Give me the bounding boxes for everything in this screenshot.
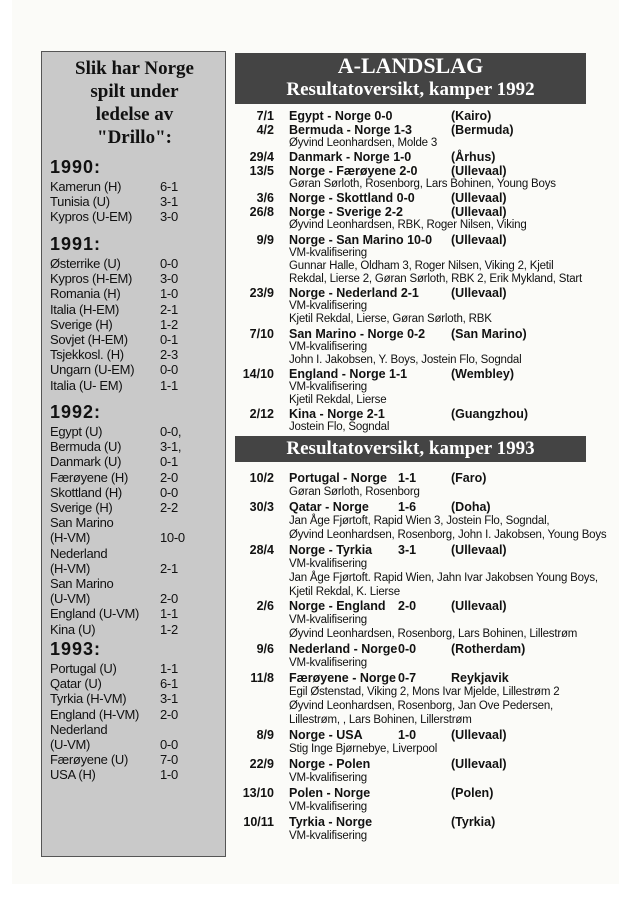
opponent-label: England (H-VM) [50, 706, 139, 722]
opponent-label: (U-VM) [50, 737, 91, 752]
year-heading: 1993: [50, 639, 102, 659]
score-label: 6-1 [160, 676, 178, 692]
section-subtitle: Resultatoversikt, kamper 1992 [286, 79, 535, 100]
match-note: Kjetil Rekdal, Lierse, Gøran Sørloth, RBK [289, 313, 492, 326]
match-note: Stig Inge Bjørnebye, Liverpool [289, 742, 438, 755]
match-title: Norge - Nederland 2-1 [289, 286, 419, 301]
match-title: Norge - Tyrkia [289, 542, 373, 557]
opponent-label: Færøyene (H) [50, 469, 129, 485]
result-row [50, 691, 220, 706]
match-note: VM-kvalifisering [289, 829, 367, 842]
opponent-label: England (U-VM) [50, 606, 139, 622]
match-date: 7/1 [256, 109, 274, 123]
match-title: Danmark - Norge 1-0 [289, 150, 412, 165]
match-title: San Marino - Norge 0-2 [289, 326, 426, 341]
opponent-label: Kamerun (H) [50, 179, 122, 194]
result-row [50, 722, 220, 737]
result-row [50, 256, 220, 271]
match-note: VM-kvalifisering [289, 340, 367, 353]
match-venue: (Guangzhou) [451, 407, 529, 422]
results-sidebar [41, 51, 226, 857]
sidebar-title-line: spilt under [90, 81, 179, 102]
result-row [50, 752, 220, 767]
match-title: Norge - England [289, 599, 386, 614]
match-title: Qatar - Norge [289, 499, 369, 514]
match-note: VM-kvalifisering [289, 246, 367, 259]
result-row [50, 347, 220, 362]
opponent-label: Tunisia (U) [50, 194, 110, 210]
match-note: VM-kvalifisering [289, 300, 367, 313]
page-edge [0, 0, 12, 900]
match-note: Øyvind Leonhardsen, Rosenborg, John I. Jakobsen, Young Boys [289, 528, 607, 541]
result-row [50, 737, 220, 752]
match-date: 22/9 [249, 756, 274, 771]
opponent-label: Kina (U) [50, 621, 96, 637]
opponent-label: Italia (U- EM) [50, 377, 123, 393]
sidebar-title-line: "Drillo": [97, 127, 172, 148]
result-row [50, 286, 220, 301]
result-row [50, 332, 220, 347]
match-note: Øyvind Leonhardsen, Rosenborg, Jan Ove Pedersen, [289, 700, 554, 712]
match-venue: (Rotherdam) [451, 642, 526, 657]
opponent-label: Romania (H) [50, 286, 121, 302]
result-row [50, 591, 220, 606]
match-note: VM-kvalifisering [289, 614, 367, 627]
result-row [50, 546, 220, 561]
match-title: Kina - Norge 2-1 [289, 407, 385, 422]
match-date: 10/11 [243, 814, 274, 829]
match-note: VM-kvalifisering [289, 657, 367, 670]
opponent-label: Tyrkia (H-VM) [50, 691, 127, 707]
match-title: Norge - Skottland 0-0 [289, 191, 415, 206]
result-row [50, 561, 220, 576]
match-venue: (Ullevaal) [451, 164, 507, 179]
score-label: 0-0 [160, 737, 178, 752]
match-venue: (Ullevaal) [451, 205, 507, 220]
opponent-label: Nederland [50, 545, 108, 561]
match-date: 4/2 [256, 123, 274, 137]
match-note: VM-kvalifisering [289, 381, 367, 393]
score-label: 2-1 [160, 301, 178, 317]
result-row [50, 500, 220, 515]
result-row [50, 676, 220, 691]
match-score: 1-6 [398, 499, 417, 514]
score-label: 2-2 [160, 500, 178, 515]
match-title: England - Norge 1-1 [289, 367, 408, 381]
score-label: 0-0 [160, 256, 178, 271]
year-heading: 1991: [50, 234, 102, 254]
match-venue: (Ullevaal) [451, 542, 507, 557]
score-label: 0-0 [160, 484, 178, 500]
match-venue: (Tyrkia) [451, 814, 496, 829]
opponent-label: (H-VM) [50, 530, 91, 546]
match-venue: (Wembley) [451, 367, 514, 381]
match-note: Rekdal, Lierse 2, Gøran Sørloth, RBK 2, Erik Mykland, Start [289, 273, 583, 285]
match-title: Portugal - Norge [289, 471, 387, 485]
score-label: 2-0 [160, 469, 178, 485]
score-label: 0-0 [160, 362, 178, 378]
result-row [50, 661, 220, 676]
score-label: 2-3 [160, 347, 178, 363]
score-label: 3-0 [160, 209, 178, 225]
match-date: 26/8 [249, 205, 274, 220]
result-row [50, 606, 220, 621]
result-row [50, 271, 220, 286]
year-heading: 1990: [50, 157, 102, 177]
score-label: 3-1, [160, 439, 182, 455]
sidebar-title-line: ledelse av [95, 104, 174, 125]
opponent-label: Kypros (U-EM) [50, 209, 133, 225]
sidebar-title-line: Slik har Norge [75, 58, 194, 79]
match-note: Jostein Flo, Sogndal [289, 421, 390, 434]
match-note: Jan Åge Fjørtoft, Rapid Wien 3, Jostein Flo, Sogndal, [289, 514, 550, 527]
match-note: Lillestrøm, , Lars Bohinen, Lillerstrøm [289, 713, 472, 726]
match-score: 0-0 [398, 642, 417, 657]
match-date: 28/4 [249, 542, 274, 557]
match-score: 0-7 [398, 671, 417, 686]
match-title: Egypt - Norge 0-0 [289, 109, 393, 123]
match-venue: (Ullevaal) [451, 727, 507, 742]
score-label: 0-1 [160, 454, 178, 470]
match-note: VM-kvalifisering [289, 771, 367, 784]
match-title: Færøyene - Norge [289, 671, 396, 686]
match-note: Øyvind Leonhardsen, Rosenborg, Lars Bohinen, Lillestrøm [289, 628, 578, 641]
page-bottom-edge [0, 884, 619, 900]
match-note: Øyvind Leonhardsen, RBK, Roger Nilsen, Viking [289, 219, 527, 232]
result-row [50, 439, 220, 454]
match-note: Øyvind Leonhardsen, Molde 3 [289, 137, 438, 149]
match-venue: (Ullevaal) [451, 756, 507, 771]
match-date: 9/6 [256, 642, 274, 657]
opponent-label: Danmark (U) [50, 454, 122, 470]
match-note: VM-kvalifisering [289, 557, 367, 570]
score-label: 1-1 [160, 606, 178, 622]
opponent-label: San Marino [50, 515, 114, 531]
section-header-1993 [235, 436, 586, 462]
opponent-label: Portugal (U) [50, 661, 117, 676]
opponent-label: USA (H) [50, 767, 96, 783]
result-row [50, 194, 220, 209]
match-date: 2/6 [256, 599, 274, 614]
score-label: 1-2 [160, 621, 178, 637]
match-venue: (Ullevaal) [451, 232, 507, 247]
match-note: Gøran Sørloth, Rosenborg, Lars Bohinen, Young Boys [289, 178, 556, 191]
opponent-label: Egypt (U) [50, 424, 103, 439]
section-title: A-LANDSLAG [337, 53, 484, 78]
score-label: 3-1 [160, 691, 178, 707]
match-title: Polen - Norge [289, 785, 371, 800]
opponent-label: (U-VM) [50, 591, 91, 607]
match-title: Norge - Polen [289, 756, 371, 771]
match-score: 1-0 [398, 727, 417, 742]
match-date: 11/8 [250, 671, 274, 686]
opponent-label: Italia (H-EM) [50, 301, 120, 317]
opponent-label: Nederland [50, 721, 108, 737]
result-row [50, 530, 220, 545]
match-venue: (Kairo) [451, 109, 492, 123]
score-label: 1-1 [160, 377, 178, 393]
result-row [50, 424, 220, 439]
match-title: Norge - Sverige 2-2 [289, 205, 403, 220]
match-date: 29/4 [249, 150, 274, 165]
match-note: Kjetil Rekdal, Lierse [289, 394, 387, 407]
section-header-1992 [235, 53, 586, 104]
opponent-label: Tsjekkosl. (H) [50, 347, 124, 363]
match-date: 13/5 [249, 164, 274, 179]
match-title: Bermuda - Norge 1-3 [289, 123, 412, 137]
opponent-label: Qatar (U) [50, 676, 102, 692]
match-note: Gunnar Halle, Oldham 3, Roger Nilsen, Viking 2, Kjetil [289, 259, 554, 272]
score-label: 2-0 [160, 591, 178, 607]
match-venue: Reykjavik [451, 671, 509, 686]
score-label: 7-0 [160, 752, 178, 768]
match-venue: (San Marino) [451, 326, 527, 341]
result-row [50, 302, 220, 317]
match-venue: (Ullevaal) [451, 191, 507, 206]
match-venue: (Århus) [451, 150, 496, 165]
result-row [50, 470, 220, 485]
match-date: 10/2 [249, 471, 274, 485]
result-row [50, 767, 220, 782]
match-note: John I. Jakobsen, Y. Boys, Jostein Flo, Sogndal [289, 353, 522, 366]
sidebar-title [42, 57, 227, 149]
result-row [50, 707, 220, 722]
score-label: 0-1 [160, 332, 178, 347]
result-row [50, 485, 220, 500]
result-row [50, 576, 220, 591]
opponent-label: San Marino [50, 576, 114, 591]
result-row [50, 515, 220, 530]
opponent-label: Ungarn (U-EM) [50, 362, 135, 378]
match-date: 13/10 [242, 785, 274, 800]
match-date: 2/12 [249, 407, 274, 422]
match-score: 2-0 [398, 599, 417, 614]
opponent-label: Sverige (H) [50, 500, 113, 515]
opponent-label: Bermuda (U) [50, 439, 122, 455]
match-title: Norge - USA [289, 727, 363, 742]
match-venue: (Bermuda) [451, 123, 514, 137]
result-row [50, 179, 220, 194]
result-row [50, 317, 220, 332]
score-label: 1-1 [160, 661, 178, 676]
opponent-label: Sovjet (H-EM) [50, 332, 128, 347]
result-row [50, 362, 220, 377]
match-title: Norge - Færøyene 2-0 [289, 164, 418, 179]
opponent-label: Østerrike (U) [50, 256, 121, 271]
match-note: VM-kvalifisering [289, 800, 367, 813]
score-label: 2-0 [160, 706, 178, 722]
match-note: Gøran Sørloth, Rosenborg [289, 486, 420, 498]
match-date: 14/10 [242, 367, 274, 381]
result-row [50, 622, 220, 637]
match-venue: (Polen) [451, 785, 494, 800]
result-row [50, 454, 220, 469]
match-note: Kjetil Rekdal, K. Lierse [289, 585, 400, 598]
score-label: 6-1 [160, 179, 178, 194]
match-venue: (Doha) [451, 499, 491, 514]
score-label: 1-0 [160, 767, 178, 783]
opponent-label: Skottland (H) [50, 484, 122, 500]
match-score: 1-1 [398, 471, 417, 485]
match-date: 3/6 [256, 191, 274, 206]
match-note: Egil Østenstad, Viking 2, Mons Ivar Mjelde, Lillestrøm 2 [289, 686, 560, 699]
match-title: Tyrkia - Norge [289, 814, 373, 829]
score-label: 2-1 [160, 560, 178, 576]
match-title: Norge - San Marino 10-0 [289, 232, 433, 247]
score-label: 3-0 [160, 271, 178, 287]
match-venue: (Ullevaal) [451, 286, 507, 301]
match-venue: (Faro) [451, 471, 487, 485]
match-score: 3-1 [398, 542, 417, 557]
result-row [50, 209, 220, 224]
match-date: 9/9 [256, 232, 274, 247]
opponent-label: Sverige (H) [50, 316, 113, 332]
year-heading: 1992: [50, 402, 102, 422]
opponent-label: (H-VM) [50, 560, 91, 576]
score-label: 3-1 [160, 194, 178, 210]
match-date: 7/10 [249, 326, 274, 341]
score-label: 10-0 [160, 530, 185, 546]
match-note: Jan Åge Fjørtoft. Rapid Wien, Jahn Ivar Jakobsen Young Boys, [289, 571, 598, 584]
score-label: 1-2 [160, 316, 178, 332]
score-label: 1-0 [160, 286, 178, 302]
opponent-label: Kypros (H-EM) [50, 271, 133, 287]
result-row [50, 378, 220, 393]
match-date: 23/9 [249, 286, 274, 301]
match-venue: (Ullevaal) [451, 599, 507, 614]
match-date: 8/9 [256, 727, 274, 742]
match-title: Nederland - Norge [289, 642, 398, 657]
match-date: 30/3 [249, 499, 274, 514]
section-title: Resultatoversikt, kamper 1993 [286, 438, 535, 459]
opponent-label: Færøyene (U) [50, 752, 129, 768]
score-label: 0-0, [160, 424, 182, 439]
